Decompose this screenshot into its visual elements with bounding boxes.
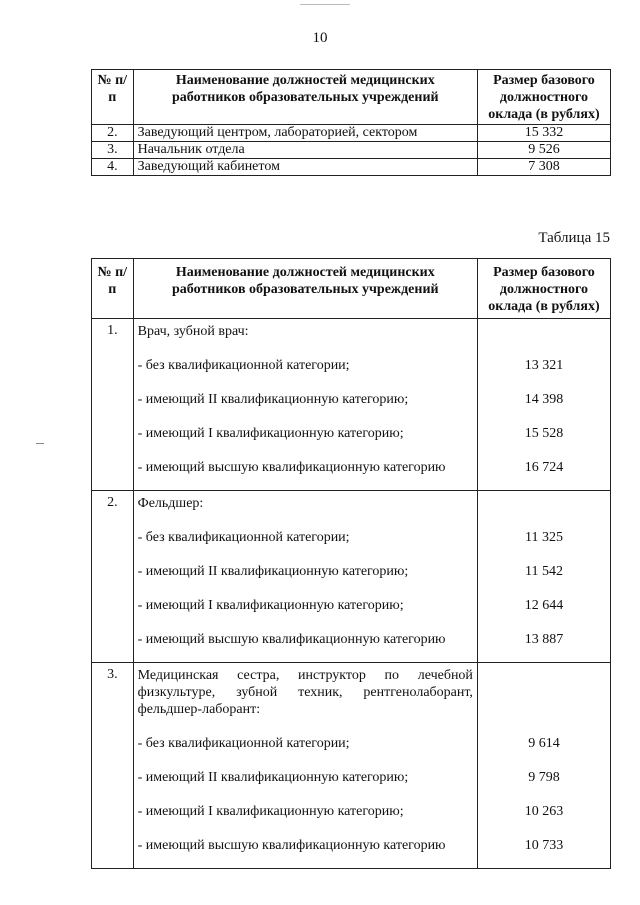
- category-salary: 14 398: [524, 392, 564, 407]
- table-header-row: [92, 259, 611, 319]
- row-num: 3.: [92, 142, 134, 159]
- category-salary: 13 321: [524, 358, 564, 373]
- category-label: - имеющий I квалификационную категорию;: [137, 598, 404, 613]
- row-salary: 15 332: [477, 125, 610, 142]
- header-num: № п/п: [92, 259, 134, 319]
- row-num: 1.: [92, 319, 134, 491]
- category-salary: 10 733: [524, 838, 564, 853]
- row-name-cell: [133, 663, 477, 869]
- category-label: - имеющий II квалификационную категорию;: [137, 392, 409, 407]
- category-salary: 10 263: [524, 804, 564, 819]
- category-salary: 9 798: [528, 770, 560, 785]
- category-salary: 11 325: [524, 530, 563, 545]
- table-caption: Таблица 15: [538, 230, 610, 246]
- category-label: - имеющий высшую квалификационную категорию: [137, 838, 446, 853]
- header-salary: Размер базового должностного оклада (в рублях): [477, 259, 610, 319]
- category-salary: 13 887: [524, 632, 564, 647]
- category-salary: 11 542: [524, 564, 563, 579]
- row-name-cell: [133, 491, 477, 663]
- row-num: 3.: [92, 663, 134, 869]
- table-row: [92, 491, 611, 663]
- row-salary-cell: [477, 319, 610, 491]
- row-salary: 9 526: [477, 142, 610, 159]
- table-row: [92, 125, 611, 142]
- category-salary: 16 724: [524, 460, 564, 475]
- category-label: - имеющий высшую квалификационную категорию: [137, 460, 446, 475]
- category-label: - без квалификационной категории;: [137, 530, 350, 545]
- row-name: Заведующий кабинетом: [133, 159, 477, 176]
- table-row: [92, 319, 611, 491]
- row-num: 2.: [92, 125, 134, 142]
- category-label: - имеющий высшую квалификационную категорию: [137, 632, 446, 647]
- row-name-cell: [133, 319, 477, 491]
- row-name: Заведующий центром, лабораторией, сектором: [133, 125, 477, 142]
- row-salary-cell: [477, 491, 610, 663]
- table-header-row: [92, 70, 611, 125]
- category-salary: 15 528: [524, 426, 564, 441]
- category-label: - без квалификационной категории;: [137, 736, 350, 751]
- table-row: [92, 159, 611, 176]
- row-salary-cell: [477, 663, 610, 869]
- salary-table-continued: [91, 69, 611, 176]
- table-row: [92, 663, 611, 869]
- category-salary: 12 644: [524, 598, 564, 613]
- category-salary: 9 614: [528, 736, 560, 751]
- row-title: Врач, зубной врач:: [137, 324, 249, 339]
- header-name: Наименование должностей медицинских работников образовательных учреждений: [133, 259, 477, 319]
- page-number: 10: [312, 30, 328, 46]
- salary-table-15: [91, 258, 611, 869]
- category-label: - имеющий I квалификационную категорию;: [137, 804, 404, 819]
- category-label: - имеющий II квалификационную категорию;: [137, 564, 409, 579]
- scan-mark-margin: [36, 443, 44, 444]
- row-salary: 7 308: [477, 159, 610, 176]
- category-label: - имеющий I квалификационную категорию;: [137, 426, 404, 441]
- row-name: Начальник отдела: [133, 142, 477, 159]
- row-title: Медицинская сестра, инструктор по лечебной физкультуре, зубной техник, рентгенолаборант, фельдшер-лаборант:: [137, 668, 473, 717]
- scan-mark-top: [300, 4, 350, 5]
- header-num: № п/п: [92, 70, 134, 125]
- table-row: [92, 142, 611, 159]
- category-label: - без квалификационной категории;: [137, 358, 350, 373]
- row-num: 2.: [92, 491, 134, 663]
- header-name: Наименование должностей медицинских работников образовательных учреждений: [133, 70, 477, 125]
- row-num: 4.: [92, 159, 134, 176]
- row-title: Фельдшер:: [137, 496, 204, 511]
- header-salary: Размер базового должностного оклада (в рублях): [477, 70, 610, 125]
- category-label: - имеющий II квалификационную категорию;: [137, 770, 409, 785]
